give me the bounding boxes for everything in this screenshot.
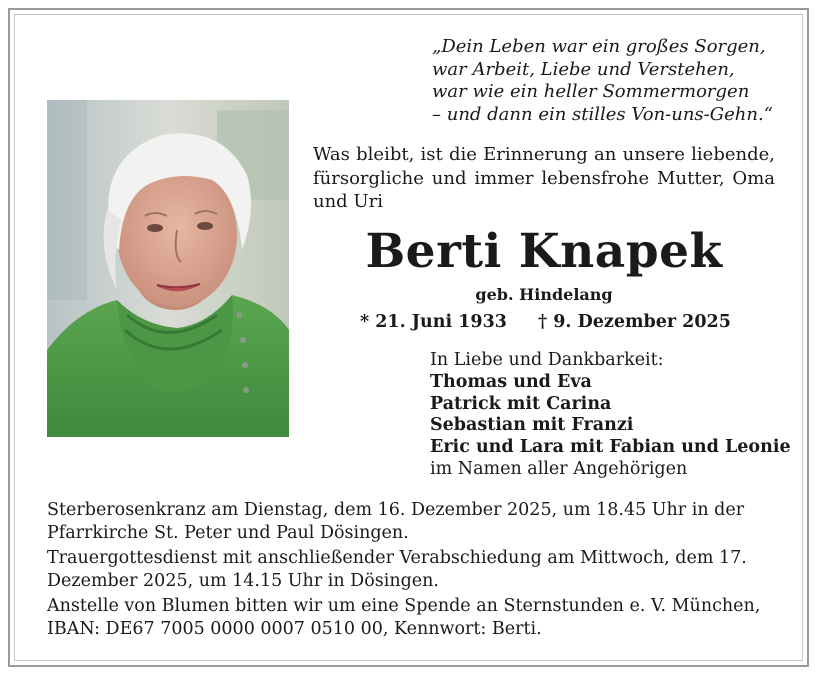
poem-line: war Arbeit, Liebe und Verstehen, bbox=[432, 58, 735, 80]
service-notices bbox=[47, 499, 775, 643]
mourner-name: Sebastian mit Franzi bbox=[430, 415, 634, 436]
mourners-list bbox=[430, 350, 791, 481]
mourner-name: Thomas und Eva bbox=[430, 371, 592, 392]
mourners-closing: im Namen aller Angehörigen bbox=[430, 458, 688, 479]
birth-name: geb. Hindelang bbox=[475, 285, 613, 304]
mourner-name: Patrick mit Carina bbox=[430, 393, 612, 414]
funeral-service-notice: Trauergottesdienst mit anschließender Verabschiedung am Mittwoch, dem 17. Dezember 2025, um 14.15 Uhr in Dösingen. bbox=[47, 548, 747, 591]
poem-line: „Dein Leben war ein großes Sorgen, bbox=[432, 36, 766, 57]
rosary-notice: Sterberosenkranz am Dienstag, dem 16. Dezember 2025, um 18.45 Uhr in der Pfarrkirche St. Peter und Paul Dösingen. bbox=[47, 500, 745, 543]
poem-line: war wie ein heller Sommermorgen bbox=[432, 81, 750, 102]
birth-date: * 21. Juni 1933 bbox=[360, 312, 507, 332]
mourners-intro: In Liebe und Dankbarkeit: bbox=[430, 350, 664, 370]
deceased-name: Berti Knapek bbox=[365, 224, 723, 279]
poem-line: – und dann ein stilles Von-uns-Gehn.“ bbox=[432, 103, 773, 125]
portrait-photo bbox=[47, 100, 289, 437]
intro-text: Was bleibt, ist die Erinnerung an unsere liebende, fürsorgliche und immer lebensfrohe Mutter, Oma und Uri bbox=[313, 144, 775, 212]
mourner-name: Eric und Lara mit Fabian und Leonie bbox=[430, 437, 791, 458]
death-date: † 9. Dezember 2025 bbox=[538, 312, 731, 332]
donation-notice: Anstelle von Blumen bitten wir um eine Spende an Sternstunden e. V. München, IBAN: DE67 7005 0000 0007 0510 00, Kennwort: Berti. bbox=[47, 596, 761, 639]
poem-quote bbox=[432, 36, 773, 126]
